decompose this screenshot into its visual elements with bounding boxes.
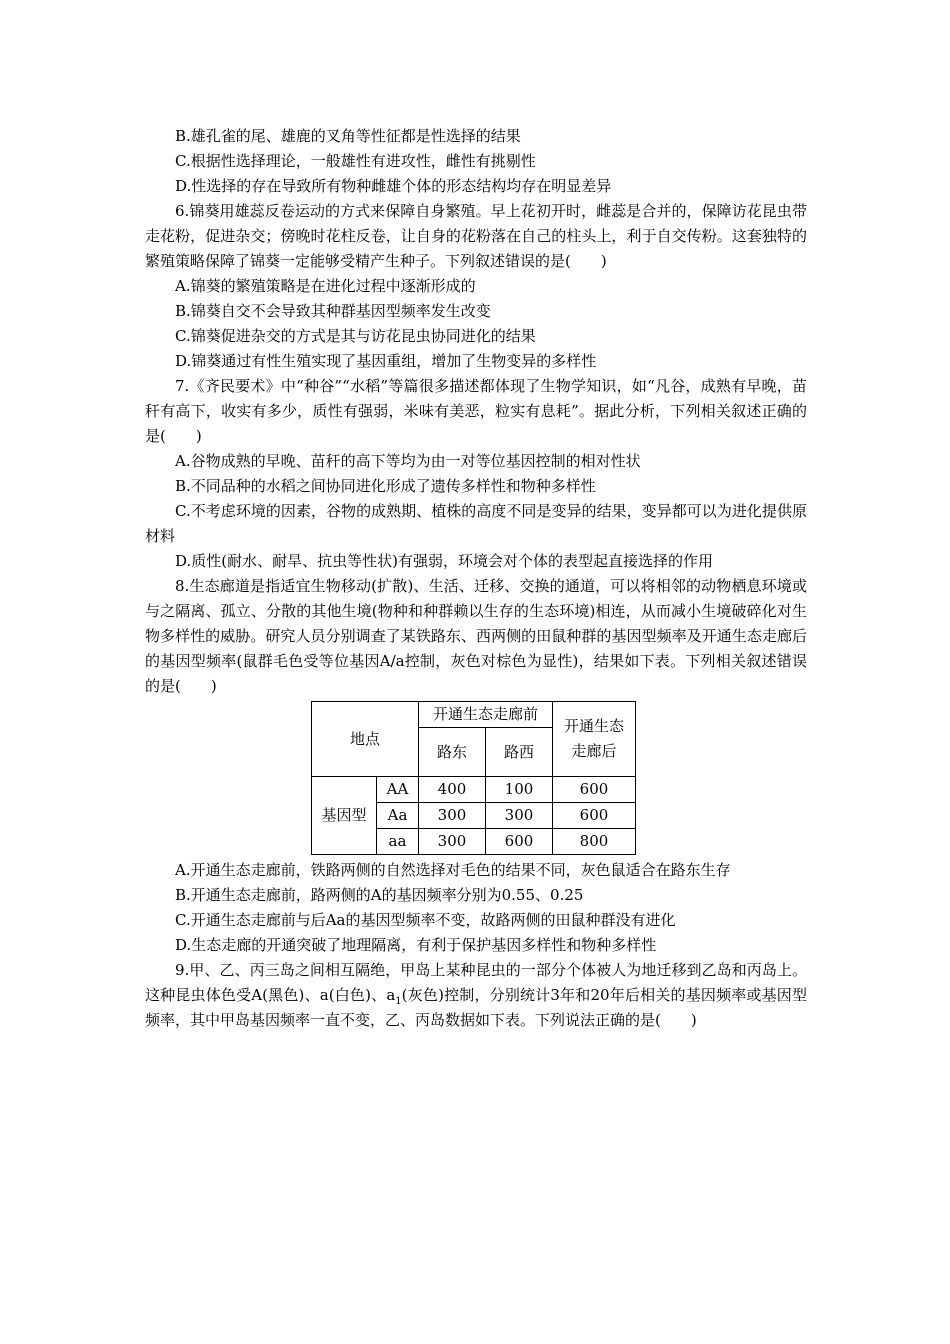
q8-option-d: D.生态走廊的开通突破了地理隔离，有利于保护基因多样性和物种多样性 [175,936,657,954]
q7-stem: 7.《齐民要术》中“种谷”“水稻”等篇很多描述都体现了生物学知识，如“凡谷，成熟有早晚，苗秆有高下，收实有多少，质性有强弱，米味有美恶，粒实有息耗”。据此分析，下列相关叙述正确的是( ) [145,377,807,445]
q8-option-c: C.开通生态走廊前与后Aa的基因型频率不变，故路两侧的田鼠种群没有进化 [175,911,676,929]
q7-option-d: D.质性(耐水、耐旱、抗虫等性状)有强弱，环境会对个体的表型起直接选择的作用 [175,552,713,570]
table-header-before: 开通生态走廊前 [419,702,553,728]
table-cell-after: 600 [553,803,636,829]
q8-option-b: B.开通生态走廊前，路两侧的A的基因频率分别为0.55、0.25 [175,886,584,904]
table-cell-west: 100 [486,777,553,803]
table-cell-west: 600 [486,829,553,855]
q7-option-a: A.谷物成熟的早晚、苗秆的高下等均为由一对等位基因控制的相对性状 [175,452,641,470]
table-cell-genotype: AA [377,777,419,803]
q6-option-b: B.锦葵自交不会导致其种群基因型频率发生改变 [175,302,491,320]
q8-option-a: A.开通生态走廊前，铁路两侧的自然选择对毛色的结果不同，灰色鼠适合在路东生存 [175,861,731,879]
q6-option-a: A.锦葵的繁殖策略是在进化过程中逐渐形成的 [175,277,476,295]
table-header-after: 开通生态走廊后 [553,702,636,777]
table-header-east: 路东 [419,728,486,777]
q6-option-d: D.锦葵通过有性生殖实现了基因重组，增加了生物变异的多样性 [175,352,597,370]
q5-option-d: D.性选择的存在导致所有物种雌雄个体的形态结构均存在明显差异 [175,177,612,195]
table-cell-east: 300 [419,829,486,855]
table-cell-after: 800 [553,829,636,855]
genotype-frequency-table [311,701,636,855]
table-header-genotype: 基因型 [312,777,377,855]
table-header-place: 地点 [312,702,419,777]
q6-stem: 6.锦葵用雄蕊反卷运动的方式来保障自身繁殖。早上花初开时，雌蕊是合并的，保障访花昆虫带走花粉，促进杂交；傍晚时花柱反卷，让自身的花粉落在自己的柱头上，利于自交传粉。这套独特的繁殖策略保障了锦葵一定能够受精产生种子。下列叙述错误的是( ) [145,202,807,270]
q8-stem: 8.生态廊道是指适宜生物移动(扩散)、生活、迁移、交换的通道，可以将相邻的动物栖息环境或与之隔离、孤立、分散的其他生境(物种和种群赖以生存的生态环境)相连，从而减小生境破碎化对生物多样性的威胁。研究人员分别调查了某铁路东、西两侧的田鼠种群的基因型频率及开通生态走廊后的基因型频率(鼠群毛色受等位基因A/a控制，灰色对棕色为显性)，结果如下表。下列相关叙述错误的是( ) [145,577,807,695]
table-header-west: 路西 [486,728,553,777]
table-cell-west: 300 [486,803,553,829]
q6-option-c: C.锦葵促进杂交的方式是其与访花昆虫协同进化的结果 [175,327,536,345]
table-cell-genotype: Aa [377,803,419,829]
document-page [145,124,807,1033]
q7-option-b: B.不同品种的水稻之间协同进化形成了遗传多样性和物种多样性 [175,477,596,495]
q7-option-c: C.不考虑环境的因素，谷物的成熟期、植株的高度不同是变异的结果，变异都可以为进化提供原材料 [145,502,807,545]
table-cell-after: 600 [553,777,636,803]
table-cell-east: 400 [419,777,486,803]
q5-option-b: B.雄孔雀的尾、雄鹿的叉角等性征都是性选择的结果 [175,127,521,145]
table-cell-east: 300 [419,803,486,829]
q5-option-c: C.根据性选择理论，一般雄性有进攻性，雌性有挑剔性 [175,152,536,170]
table-cell-genotype: aa [377,829,419,855]
q9-stem: 9.甲、乙、丙三岛之间相互隔绝，甲岛上某种昆虫的一部分个体被人为地迁移到乙岛和丙岛上。这种昆虫体色受A(黑色)、a(白色)、$a_1$(灰色)控制，分别统计3年和20年后相关的基因频率或基因型频率，其中甲岛基因频率一直不变，乙、丙岛数据如下表。下列说法正确的是( ) [145,961,807,1029]
